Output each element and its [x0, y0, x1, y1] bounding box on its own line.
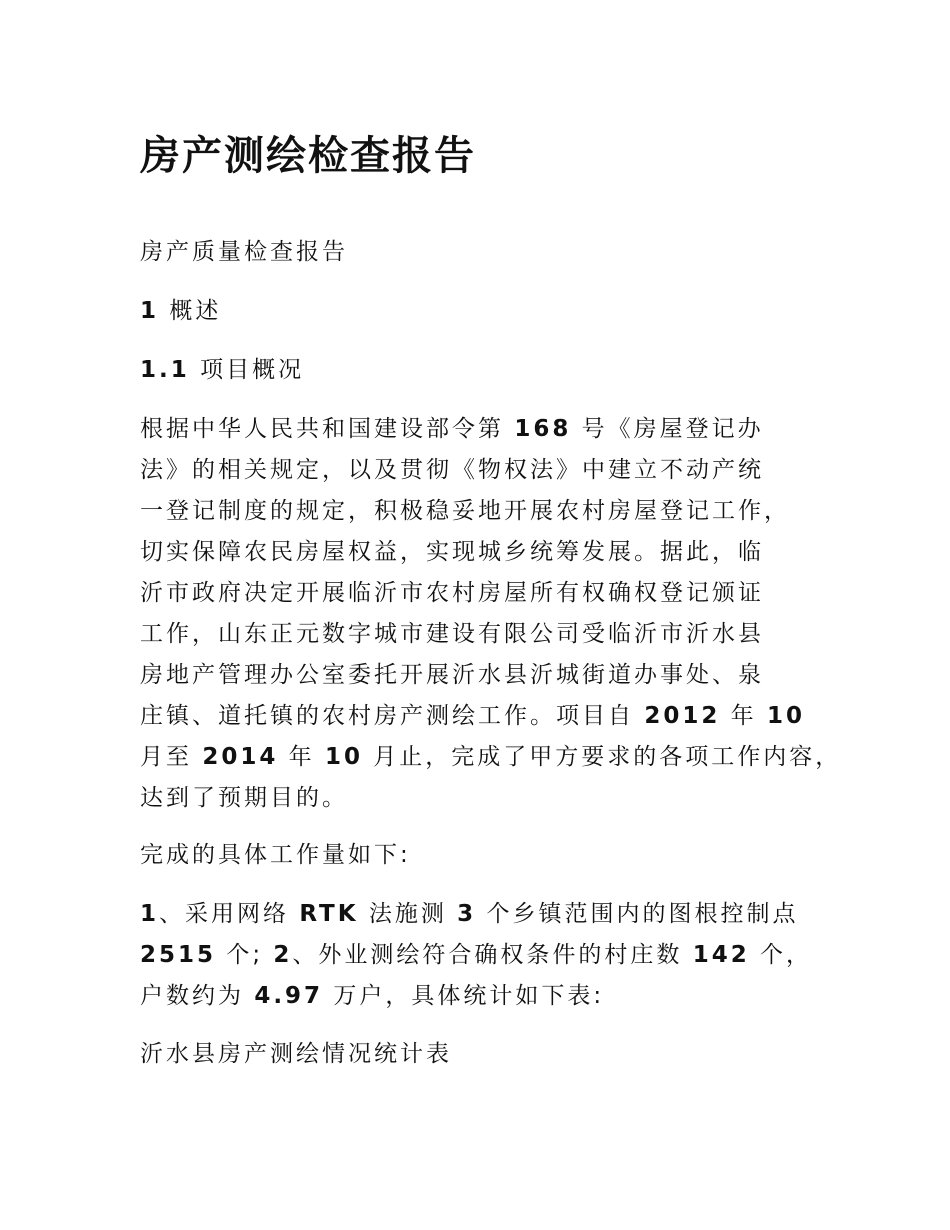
paragraph-line: 户数约为 4.97 万户，具体统计如下表: — [140, 983, 605, 1009]
paragraph-line: 根据中华人民共和国建设部令第 168 号《房屋登记办 — [140, 416, 764, 442]
section-label: 概述 — [169, 298, 222, 324]
paragraph-line: 庄镇、道托镇的农村房产测绘工作。项目自 2012 年 10 — [140, 703, 805, 729]
document-title: 房产测绘检查报告 — [140, 133, 476, 179]
section-heading-1-1 — [140, 350, 840, 391]
project-overview-paragraph — [140, 409, 840, 819]
workload-paragraph — [140, 894, 840, 1017]
paragraph-line: 法》的相关规定，以及贯彻《物权法》中建立不动产统 — [140, 457, 764, 483]
paragraph-line: 沂市政府决定开展临沂市农村房屋所有权确权登记颁证 — [140, 580, 764, 606]
section-label: 项目概况 — [200, 357, 305, 383]
section-number: 1.1 — [140, 357, 190, 383]
paragraph-line: 房地产管理办公室委托开展沂水县沂城街道办事处、泉 — [140, 662, 764, 688]
section-number: 1 — [140, 298, 160, 324]
paragraph-line: 1、采用网络 RTK 法施测 3 个乡镇范围内的图根控制点 — [140, 901, 799, 927]
section-heading-1 — [140, 291, 840, 332]
workload-heading: 完成的具体工作量如下: — [140, 842, 411, 868]
paragraph-line: 切实保障农民房屋权益，实现城乡统筹发展。据此，临 — [140, 539, 764, 565]
paragraph-line: 2515 个; 2、外业测绘符合确权条件的村庄数 142 个， — [140, 942, 813, 968]
paragraph-line: 工作，山东正元数字城市建设有限公司受临沂市沂水县 — [140, 621, 764, 647]
paragraph-line: 月至 2014 年 10 月止，完成了甲方要求的各项工作内容， — [140, 744, 842, 770]
report-subtitle: 房产质量检查报告 — [140, 239, 348, 265]
paragraph-line: 达到了预期目的。 — [140, 785, 348, 811]
table-caption: 沂水县房产测绘情况统计表 — [140, 1041, 452, 1067]
paragraph-line: 一登记制度的规定，积极稳妥地开展农村房屋登记工作， — [140, 498, 790, 524]
